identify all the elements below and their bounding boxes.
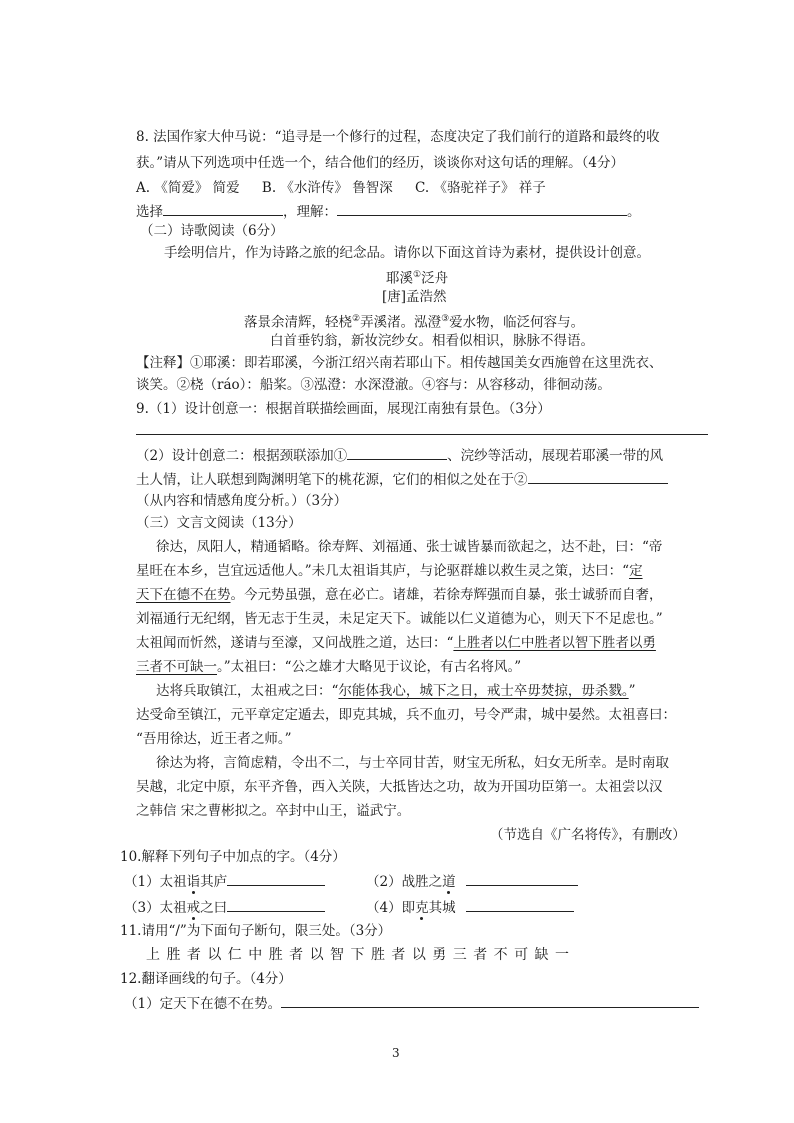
classical-p2-text-b: ” — [628, 683, 636, 699]
q11-stem: 11.请用“/”为下面句子断句，限三处。（3分） — [120, 923, 392, 939]
q10-item-1-post: 其庐 — [200, 874, 228, 890]
poetry-section-heading: （二）诗歌阅读（6分） — [140, 223, 284, 239]
q9-blank-1[interactable] — [347, 446, 447, 460]
classical-p2-text-a: 达将兵取镇江，太祖戒之曰：“ — [156, 683, 339, 699]
classical-p1-line3 — [136, 586, 663, 604]
classical-p3-line3: 之韩信 宋之曹彬拟之。卒封中山王，谥武宁。 — [136, 803, 411, 819]
underlined-sentence-1a: 定 — [629, 563, 643, 579]
q10-item-2-blank[interactable] — [466, 872, 578, 886]
poem-verse-1c: 爱水物，临泛何容与。 — [449, 314, 585, 331]
q10-item-3-pre: （3）太祖 — [124, 900, 187, 916]
q9-part2-line1 — [136, 446, 663, 465]
classical-p3-line1: 徐达为将，言简虑精，令出不二，与士卒同甘苦，财宝无所私，妇女无所幸。是时南取 — [156, 755, 669, 771]
classical-p1-line6-text: 。”太祖曰：“公之雄才大略见于议论，有古名将风。” — [217, 659, 522, 675]
poem-notes-line2: 谈笑。②桡（ráo）：船桨。③泓澄：水深澄澈。④容与：从容移动，徘徊动荡。 — [136, 377, 611, 393]
classical-p2-line3: “吾用徐达，近王者之师。” — [136, 731, 292, 747]
q8-answer-line — [136, 202, 641, 221]
q10-item-4-dotted: 克 — [415, 900, 429, 916]
poem-verse-1a: 落景余清辉，轻桡 — [244, 314, 352, 331]
q8-options — [136, 179, 546, 197]
q10-item-3 — [124, 898, 325, 917]
q8-option-b: B. 《水浒传》 鲁智深 — [261, 180, 393, 196]
q10-item-3-post: 之曰 — [200, 900, 228, 916]
q8-option-a: A. 《简爱》 简爱 — [136, 180, 240, 196]
q12-item-1-blank[interactable] — [281, 994, 699, 1008]
q12-item-1 — [124, 994, 699, 1013]
poem-verse-1 — [244, 310, 584, 332]
classical-p1-line2 — [136, 562, 643, 580]
classical-p2-line1 — [156, 682, 636, 700]
q10-stem: 10.解释下列句子中加点的字。（4分） — [120, 849, 346, 865]
classical-p2-line2: 达受命至镇江，元平章定定遁去，即克其城，兵不血刃，号令严肃，城中晏然。太祖喜曰： — [136, 707, 676, 723]
q10-item-3-dotted: 戒 — [186, 900, 201, 916]
q10-item-1-dotted: 诣 — [186, 874, 201, 890]
underlined-sentence-1b: 天下在德不在势 — [136, 587, 231, 603]
classical-p3-line2: 吴越，北定中原，东平齐鲁，西入关陕，大抵皆达之功，故为开国功臣第一。太祖尝以汉 — [136, 779, 663, 795]
q10-item-1 — [124, 872, 325, 891]
underlined-sentence-2a: 上胜者以仁中胜者以智下胜者以勇 — [453, 635, 656, 651]
q8-end-mark: 。 — [627, 204, 641, 220]
poem-verse-1-note: ② — [352, 314, 361, 324]
q8-line2: 获。”请从下列选项中任选一个，结合他们的经历，谈谈你对这句话的理解。（4分） — [136, 155, 624, 171]
underlined-sentence-3: 尔能体我心，城下之日，戒士卒毋焚掠，毋杀戮。 — [338, 683, 629, 699]
q8-choice-blank[interactable] — [163, 202, 283, 216]
q9-part2-line3: （从内容和情感角度分析。）（3分） — [136, 493, 348, 509]
q11-sentence[interactable]: 上 胜 者 以 仁 中 胜 者 以 智 下 胜 者 以 勇 三 者 不 可 缺 一 — [146, 947, 571, 963]
q9-blank-2[interactable] — [528, 470, 668, 484]
underlined-sentence-2b: 三者不可缺一 — [136, 659, 217, 675]
poem-verse-2: 白首垂钓翁，新妆浣纱女。相看似相识，脉脉不得语。 — [270, 333, 594, 349]
q8-understand-label: ，理解： — [283, 204, 337, 220]
q9-part2-text-b: 、浣纱等活动，展现若耶溪一带的风 — [447, 448, 664, 464]
q8-option-c: C. 《骆驼祥子》 祥子 — [415, 180, 546, 196]
q10-item-1-blank[interactable] — [227, 872, 325, 886]
poem-title-rest: 泛舟 — [421, 270, 449, 287]
q9-part1-answer-line[interactable] — [136, 434, 708, 435]
q9-part1: 9.（1）设计创意一：根据首联描绘画面，展现江南独有景色。（3分） — [136, 401, 551, 417]
classical-p1-line3-text: 。今元势虽强，意在必亡。诸雄，若徐寿辉强而自暴，张士诚骄而自奢， — [230, 587, 663, 603]
q12-item-1-text: （1）定天下在德不在势。 — [124, 996, 282, 1012]
q10-item-2-dotted: 道 — [442, 874, 456, 890]
q10-item-4-post: 其城 — [428, 900, 456, 916]
classical-p1-line1: 徐达，凤阳人，精通韬略。徐寿辉、刘福通、张士诚皆暴而欲起之，达不赴，曰：“帝 — [156, 539, 663, 555]
q9-part2-text-c: 土人情，让人联想到陶渊明笔下的桃花源，它们的相似之处在于② — [136, 472, 528, 488]
q8-line1: 8. 法国作家大仲马说：“追寻是一个修行的过程，态度决定了我们前行的道路和最终的收 — [136, 129, 660, 145]
poem-author: [唐]孟浩然 — [382, 289, 447, 305]
page-number: 3 — [392, 1046, 400, 1060]
q9-part2-line2 — [136, 470, 668, 489]
poem-title-text: 耶溪 — [386, 270, 413, 287]
classical-p1-line2-text: 星旺在本乡，岂宜远适他人。”未几太祖诣其庐，与论驱群雄以救生灵之策，达曰：“ — [136, 563, 630, 579]
q10-item-4-blank[interactable] — [466, 898, 574, 912]
poem-notes-line1: 【注释】①耶溪：即若耶溪，今浙江绍兴南若耶山下。相传越国美女西施曾在这里洗衣、 — [136, 355, 663, 371]
classical-source: （节选自《广名将传》，有删改） — [490, 827, 686, 843]
q10-item-2 — [366, 872, 578, 891]
poetry-intro: 手绘明信片，作为诗路之旅的纪念品。请你以下面这首诗为素材，提供设计创意。 — [164, 245, 650, 261]
classical-section-heading: （三）文言文阅读（13分） — [136, 515, 302, 531]
classical-p1-line5-text: 太祖闻而忻然，遂请与至濠，又问战胜之道，达曰：“ — [136, 635, 454, 651]
classical-p1-line6 — [136, 658, 521, 676]
poem-verse-1-note2: ③ — [441, 314, 450, 324]
q10-item-4 — [366, 898, 574, 917]
poem-title-note: ① — [413, 270, 422, 280]
poem-verse-1b: 弄溪渚。泓澄 — [360, 314, 442, 331]
q8-understanding-blank[interactable] — [337, 202, 627, 216]
q10-item-4-pre: （4）即 — [366, 900, 416, 916]
q9-part2-text-a: （2）设计创意二：根据颈联添加① — [136, 448, 348, 464]
classical-p1-line4: 刘福通行无纪纲，皆无志于生灵，未足定天下。诚能以仁义道德为心，则天下不足虑也。” — [136, 611, 663, 627]
classical-p1-line5 — [136, 634, 656, 652]
q10-item-2-pre: （2）战胜之 — [366, 874, 443, 890]
q12-stem: 12.翻译画线的句子。（4分） — [120, 971, 292, 987]
q10-item-1-pre: （1）太祖 — [124, 874, 187, 890]
poem-title — [386, 266, 448, 288]
q8-choose-label: 选择 — [136, 204, 163, 220]
q10-item-3-blank[interactable] — [227, 898, 325, 912]
